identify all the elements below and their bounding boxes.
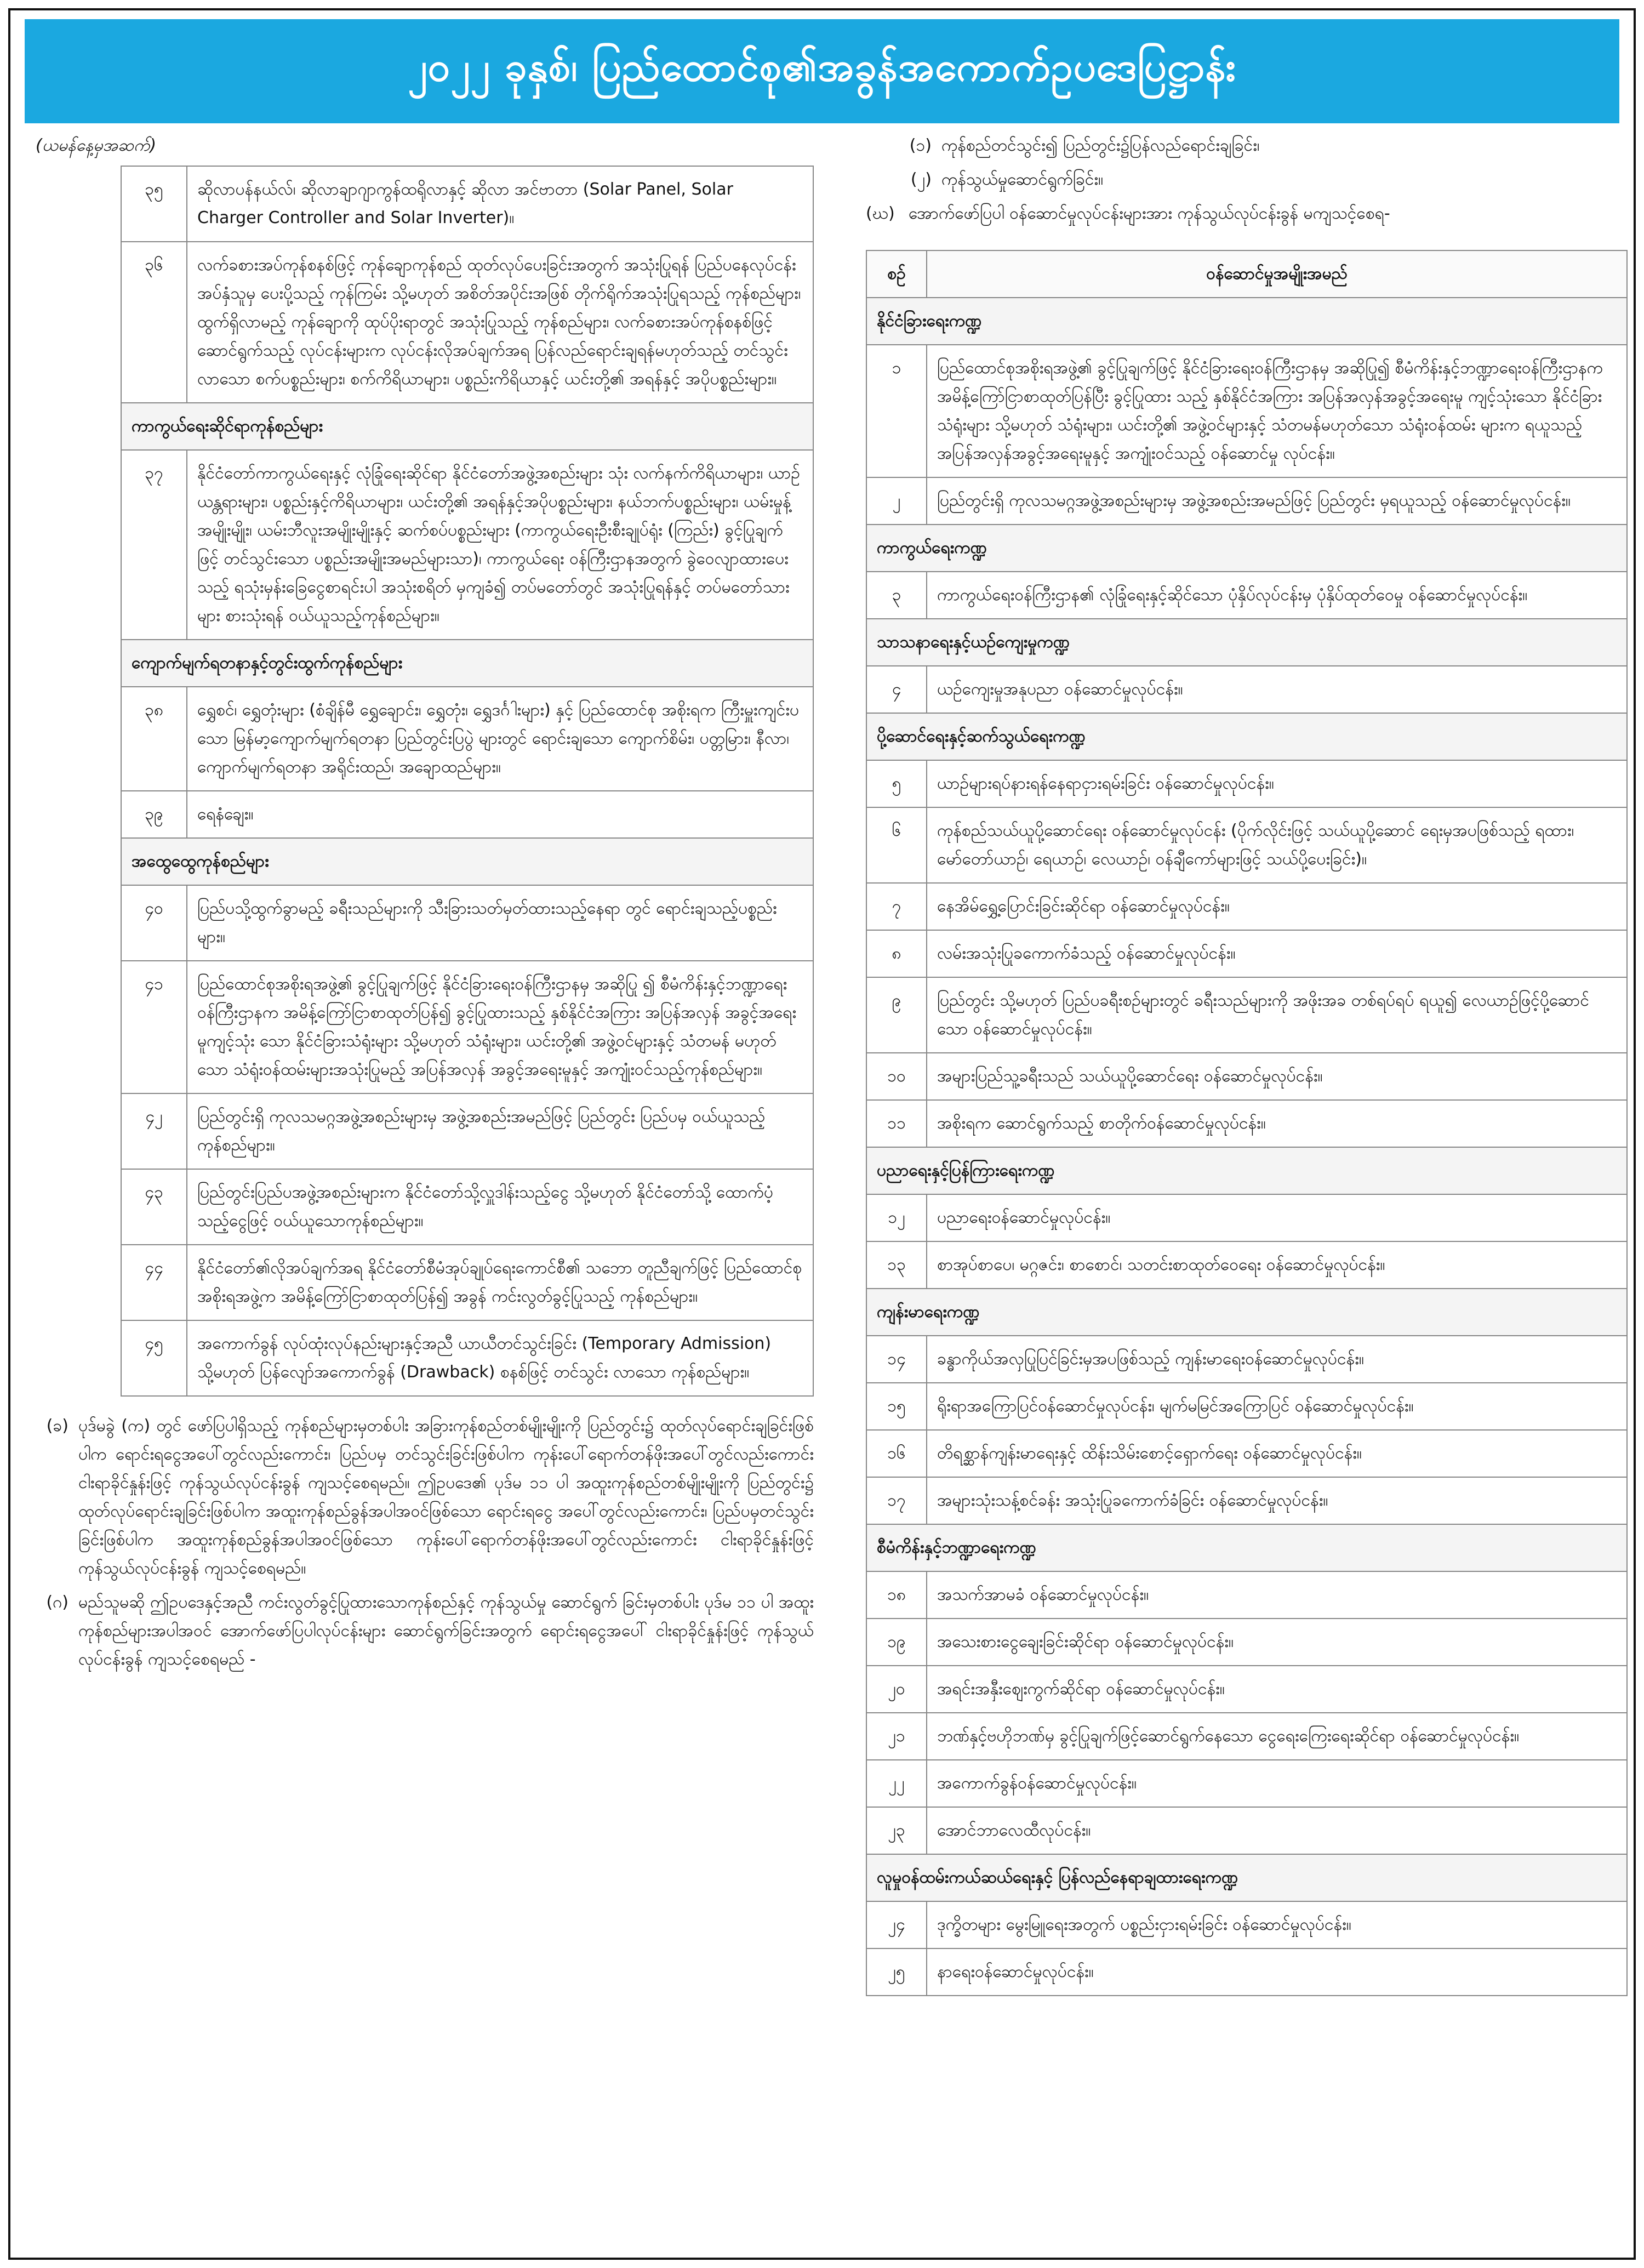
table-row [121,166,813,242]
note-label: (၂) [910,170,932,189]
item-number: ၄၀ [121,885,187,961]
item-number: ၂၀ [866,1666,927,1713]
item-number: ၁၅ [866,1383,927,1430]
item-text: နေအိမ်ရွှေ့ပြောင်းခြင်းဆိုင်ရာ ဝန်ဆောင်မှုလုပ်ငန်း။ [927,883,1627,930]
item-number: ၃၅ [121,166,187,242]
item-number: ၂၃ [866,1807,927,1854]
table-row [121,242,813,403]
item-text: ကာကွယ်ရေးဝန်ကြီးဌာန၏ လုံခြုံရေးနှင့်ဆိုင်သော ပုံနှိပ်လုပ်ငန်းမှ ပုံနှိပ်ထုတ်ဝေမှု ဝန်ဆောင်မှုလုပ်ငန်း။ [927,572,1627,619]
table-row [866,1807,1627,1854]
item-number: ၄၅ [121,1320,187,1396]
item-number: ၁၉ [866,1619,927,1666]
category-row [121,838,813,885]
header-name: ဝန်ဆောင်မှုအမျိုးအမည် [927,250,1627,298]
table-row [866,1760,1627,1807]
table-row [121,961,813,1093]
category-label: ကာကွယ်ရေးကဏ္ဍ [866,525,1627,572]
item-text: လမ်းအသုံးပြုခကောက်ခံသည့် ဝန်ဆောင်မှုလုပ်ငန်း။ [927,930,1627,977]
item-number: ၈ [866,930,927,977]
item-number: ၃၉ [121,791,187,838]
item-number: ၃၈ [121,687,187,791]
category-row [866,713,1627,760]
item-text: ခန္ဓာကိုယ်အလှပြုပြင်ခြင်းမှအပဖြစ်သည့် ကျန်းမာရေးဝန်ဆောင်မှုလုပ်ငန်း။ [927,1336,1627,1383]
item-number: ၃၆ [121,242,187,403]
item-text: အများပြည်သူ့ခရီးသည် သယ်ယူပို့ဆောင်ရေး ဝန်ဆောင်မှုလုပ်ငန်း။ [927,1053,1627,1100]
category-label: လူမှုဝန်ထမ်းကယ်ဆယ်ရေးနှင့် ပြန်လည်နေရာချထားရေးကဏ္ဍ [866,1854,1627,1901]
category-label: ပို့ဆောင်ရေးနှင့်ဆက်သွယ်ရေးကဏ္ဍ [866,713,1627,760]
item-number: ၃၇ [121,450,187,640]
table-row [866,1477,1627,1524]
exempt-goods-table [121,166,814,1397]
note-item [866,132,1628,160]
item-text: အစိုးရက ဆောင်ရွက်သည့် စာတိုက်ဝန်ဆောင်မှုလုပ်ငန်း။ [927,1100,1627,1147]
continued-note: (ယမန်နေ့မှအဆက်) [36,136,157,155]
item-number: ၄၄ [121,1245,187,1320]
table-row [866,1100,1627,1147]
category-row [121,403,813,450]
item-text: လက်ခစားအပ်ကုန်စနစ်ဖြင့် ကုန်ချောကုန်စည် ထုတ်လုပ်ပေးခြင်းအတွက် အသုံးပြုရန် ပြည်ပနေလုပ်ငန်းအပ်နှံသူမှ ပေးပို့သည့် ကုန်ကြမ်း သို့မဟုတ် အစိတ်အပိုင်းအဖြစ် တိုက်ရိုက်အသုံးပြုရသည့် ကုန်စည်များ၊ ထွက်ရှိလာမည့် ကုန်ချောကို ထုပ်ပိုးရာတွင် အသုံးပြုသည့် ကုန်စည်များ၊ လက်ခစားအပ်ကုန်စနစ်ဖြင့် ဆောင်ရွက်သည့် လုပ်ငန်းများက လုပ်ငန်းလိုအပ်ချက်အရ ပြန်လည်ရောင်းချရန်မဟုတ်သည့် တင်သွင်းလာသော စက်ပစ္စည်းများ၊ စက်ကိရိယာများ၊ ပစ္စည်းကိရိယာနှင့် ယင်းတို့၏ အရန်နှင့် အပိုပစ္စည်းများ။ [187,242,813,403]
note-label: (၁) [909,136,932,155]
item-text: ပြည်တွင်းပြည်ပအဖွဲ့အစည်းများက နိုင်ငံတော်သို့လှူဒါန်းသည့်ငွေ သို့မဟုတ် နိုင်ငံတော်သို့ ထောက်ပံ့သည့်ငွေဖြင့် ဝယ်ယူသောကုန်စည်များ။ [187,1169,813,1245]
item-text: ပြည်တွင်း သို့မဟုတ် ပြည်ပခရီးစဉ်များတွင် ခရီးသည်များကို အဖိုးအခ တစ်ရပ်ရပ် ရယူ၍ လေယာဉ်ဖြင့်ပို့ဆောင်သော ဝန်ဆောင်မှုလုပ်ငန်း။ [927,977,1627,1053]
item-number: ၂ [866,477,927,525]
table-row [866,477,1627,525]
item-text: ကုန်စည်သယ်ယူပို့ဆောင်ရေး ဝန်ဆောင်မှုလုပ်ငန်း (ပိုက်လိုင်းဖြင့် သယ်ယူပို့ဆောင် ရေးမှအပဖြစ်သည့် ရထား၊ မော်တော်ယာဉ်၊ ရေယာဉ်၊ လေယာဉ်၊ ဝန်ချီကော်များဖြင့် သယ်ပို့ပေးခြင်း)။ [927,807,1627,883]
item-number: ၂၁ [866,1713,927,1760]
category-row [866,1289,1627,1336]
note-item [866,166,1628,194]
table-row [866,1713,1627,1760]
item-text: ပြည်ထောင်စုအစိုးရအဖွဲ့၏ ခွင့်ပြုချက်ဖြင့် နိုင်ငံခြားရေးဝန်ကြီးဌာနမှ အဆိုပြု၍ စီမံကိန်းနှင့်ဘဏ္ဍာရေးဝန်ကြီးဌာနက အမိန့်ကြော်ငြာစာထုတ်ပြန်ပြီး ခွင့်ပြုထား သည့် နှစ်နိုင်ငံအကြား အပြန်အလှန်အခွင့်အရေးမူ ကျင့်သုံးသော နိုင်ငံခြားသံရုံးများ သို့မဟုတ် သံရုံးများ၊ ယင်းတို့၏ အဖွဲ့ဝင်များနှင့် သံတမန်မဟုတ်သော သံရုံးဝန်ထမ်း များက ရယူသည့် အပြန်အလှန်အခွင့်အရေးမူနှင့် အကျုံးဝင်သည့် ဝန်ဆောင်မှု လုပ်ငန်း။ [927,345,1627,477]
item-number: ၃ [866,572,927,619]
item-text: အကောက်ခွန် လုပ်ထုံးလုပ်နည်းများနှင့်အညီ ယာယီတင်သွင်းခြင်း (Temporary Admission) သို့မဟုတ် ပြန်လျော်အကောက်ခွန် (Drawback) စနစ်ဖြင့် တင်သွင်း လာသော ကုန်စည်များ။ [187,1320,813,1396]
category-row [866,1524,1627,1571]
table-row [121,1093,813,1169]
table-row [121,885,813,961]
table-row [121,1320,813,1396]
table-row [866,572,1627,619]
item-number: ၇ [866,883,927,930]
note-label: (ခ) [46,1416,68,1435]
table-row [121,791,813,838]
item-text: ယာဉ်များရပ်နားရန်နေရာငှားရမ်းခြင်း ဝန်ဆောင်မှုလုပ်ငန်း။ [927,760,1627,807]
category-label: နိုင်ငံခြားရေးကဏ္ဍ [866,298,1627,345]
category-label: သာသနာရေးနှင့်ယဉ်ကျေးမှုကဏ္ဍ [866,619,1627,666]
note-item [30,1588,814,1674]
item-text: တိရစ္ဆာန်ကျန်းမာရေးနှင့် ထိန်းသိမ်းစောင့်ရှောက်ရေး ဝန်ဆောင်မှုလုပ်ငန်း။ [927,1430,1627,1477]
item-number: ၄ [866,666,927,713]
item-number: ၅ [866,760,927,807]
category-row [866,525,1627,572]
table-row [121,450,813,640]
item-text: ပြည်တွင်းရှိ ကုလသမဂ္ဂအဖွဲ့အစည်းများမှ အဖွဲ့အစည်းအမည်ဖြင့် ပြည်တွင်း မှရယူသည့် ဝန်ဆောင်မှုလုပ်ငန်း။ [927,477,1627,525]
item-number: ၂၄ [866,1901,927,1948]
item-text: အသေးစားငွေချေးခြင်းဆိုင်ရာ ဝန်ဆောင်မှုလုပ်ငန်း။ [927,1619,1627,1666]
note-gha [866,200,1628,228]
table-row [866,977,1627,1053]
item-number: ၄၁ [121,961,187,1093]
item-text: ရွှေစင်၊ ရွှေတုံးများ (စံချိန်မီ ရွှေချောင်း၊ ရွှေတုံး၊ ရွှေဒင်္ဂါးများ) နှင့် ပြည်ထောင်စု အစိုးရက ကြီးမှူးကျင်းပသော မြန်မာ့ကျောက်မျက်ရတနာ ပြည်တွင်းပြပွဲ များတွင် ရောင်းချသော ကျောက်စိမ်း၊ ပတ္တမြား၊ နီလာ၊ ကျောက်မျက်ရတနာ အရိုင်းထည်၊ အချောထည်များ။ [187,687,813,791]
table-row [866,1194,1627,1241]
table-row [866,760,1627,807]
item-text: အများသုံးသန့်စင်ခန်း အသုံးပြုခကောက်ခံခြင်း ဝန်ဆောင်မှုလုပ်ငန်း။ [927,1477,1627,1524]
category-label: ကာကွယ်ရေးဆိုင်ရာကုန်စည်များ [121,403,813,450]
table-row [866,345,1627,477]
item-number: ၁၄ [866,1336,927,1383]
table-row [866,1336,1627,1383]
category-row [866,619,1627,666]
item-number: ၉ [866,977,927,1053]
note-label: (ဃ) [866,204,895,223]
category-label: အထွေထွေကုန်စည်များ [121,838,813,885]
note-text: ကုန်စည်တင်သွင်း၍ ပြည်တွင်း၌ပြန်လည်ရောင်းချခြင်း၊ [941,136,1260,155]
right-column [866,132,1628,1996]
item-text: ပညာရေးဝန်ဆောင်မှုလုပ်ငန်း။ [927,1194,1627,1241]
left-column [30,132,814,1679]
table-row [866,807,1627,883]
item-text: ပြည်တွင်းရှိ ကုလသမဂ္ဂအဖွဲ့အစည်းများမှ အဖွဲ့အစည်းအမည်ဖြင့် ပြည်တွင်း ပြည်ပမှ ဝယ်ယူသည့် ကုန်စည်များ။ [187,1093,813,1169]
item-number: ၁၆ [866,1430,927,1477]
note-text: မည်သူမဆို ဤဥပဒေနှင့်အညီ ကင်းလွတ်ခွင့်ပြုထားသောကုန်စည်နှင့် ကုန်သွယ်မှု ဆောင်ရွက် ခြင်းမှတစ်ပါး ပုဒ်မ ၁၁ ပါ အထူးကုန်စည်များအပါအဝင် အောက်ဖော်ပြပါလုပ်ငန်းများ ဆောင်ရွက်ခြင်းအတွက် ရောင်းရငွေအပေါ် ငါးရာခိုင်နှုန်းဖြင့် ကုန်သွယ်လုပ်ငန်းခွန် ကျသင့်စေရမည် - [78,1593,814,1669]
category-label: ကျန်းမာရေးကဏ္ဍ [866,1289,1627,1336]
left-notes [30,1412,814,1674]
table-row [866,1383,1627,1430]
item-number: ၄၃ [121,1169,187,1245]
item-text: နာရေးဝန်ဆောင်မှုလုပ်ငန်း။ [927,1948,1627,1996]
item-text: နိုင်ငံတော်၏လိုအပ်ချက်အရ နိုင်ငံတော်စီမံအုပ်ချုပ်ရေးကောင်စီ၏ သဘော တူညီချက်ဖြင့် ပြည်ထောင်စုအစိုးရအဖွဲ့က အမိန့်ကြော်ငြာစာထုတ်ပြန်၍ အခွန် ကင်းလွတ်ခွင့်ပြုသည့် ကုန်စည်များ။ [187,1245,813,1320]
table-row [866,1053,1627,1100]
table-row [121,1169,813,1245]
table-row [866,1571,1627,1619]
item-number: ၁၃ [866,1241,927,1289]
item-text: အောင်ဘာလေထီလုပ်ငန်း။ [927,1807,1627,1854]
note-text: အောက်ဖော်ပြပါ ဝန်ဆောင်မှုလုပ်ငန်းများအား ကုန်သွယ်လုပ်ငန်းခွန် မကျသင့်စေရ- [909,204,1390,223]
table-row [866,883,1627,930]
table-row [866,1430,1627,1477]
note-label: (ဂ) [46,1593,68,1612]
category-label: စီမံကိန်းနှင့်ဘဏ္ဍာရေးကဏ္ဍ [866,1524,1627,1571]
header-num: စဉ် [866,250,927,298]
table-row [866,1901,1627,1948]
note-text: ကုန်သွယ်မှုဆောင်ရွက်ခြင်း။ [941,170,1104,189]
table-row [866,666,1627,713]
title-banner [25,19,1619,123]
table-row [866,1666,1627,1713]
category-label: ပညာရေးနှင့်ပြန်ကြားရေးကဏ္ဍ [866,1147,1627,1194]
table-header-row [866,250,1627,298]
category-row [866,1854,1627,1901]
table-row [121,1245,813,1320]
category-row [866,298,1627,345]
item-number: ၁၀ [866,1053,927,1100]
item-text: ရေနံချေး။ [187,791,813,838]
page-title: ၂၀၂၂ ခုနှစ်၊ ပြည်ထောင်စု၏အခွန်အကောက်ဥပဒေပြဋ္ဌာန်း [408,44,1236,90]
category-row [121,640,813,687]
note-item [30,1412,814,1583]
item-number: ၂၂ [866,1760,927,1807]
item-text: စာအုပ်စာပေ၊ မဂ္ဂဇင်း၊ စာစောင်၊ သတင်းစာထုတ်ဝေရေး ဝန်ဆောင်မှုလုပ်ငန်း။ [927,1241,1627,1289]
table-row [866,1241,1627,1289]
note-text: ပုဒ်မခွဲ (က) တွင် ဖော်ပြပါရှိသည့် ကုန်စည်များမှတစ်ပါး အခြားကုန်စည်တစ်မျိုးမျိုးကို ပြည်တွင်း၌ ထုတ်လုပ်ရောင်းချခြင်းဖြစ်ပါက ရောင်းရငွေအပေါ်တွင်လည်းကောင်း၊ ပြည်ပမှ တင်သွင်းခြင်းဖြစ်ပါက ကုန်းပေါ်ရောက်တန်ဖိုးအပေါ်တွင်လည်းကောင်း ငါးရာခိုင်နှုန်းဖြင့် ကုန်သွယ်လုပ်ငန်းခွန် ကျသင့်စေရမည်။ ဤဥပဒေ၏ ပုဒ်မ ၁၁ ပါ အထူးကုန်စည်တစ်မျိုးမျိုးကို ပြည်တွင်း၌ ထုတ်လုပ်ရောင်းချခြင်းဖြစ်ပါက အထူးကုန်စည်ခွန်အပါအဝင်ဖြစ်သော ရောင်းရငွေ အပေါ်တွင်လည်းကောင်း၊ ပြည်ပမှတင်သွင်းခြင်းဖြစ်ပါက အထူးကုန်စည်ခွန်အပါအဝင်ဖြစ်သော ကုန်းပေါ်ရောက်တန်ဖိုးအပေါ်တွင်လည်းကောင်း ငါးရာခိုင်နှုန်းဖြင့် ကုန်သွယ်လုပ်ငန်းခွန် ကျသင့်စေရမည်။ [78,1416,814,1578]
item-number: ၂၅ [866,1948,927,1996]
category-row [866,1147,1627,1194]
item-text: အရင်းအနှီးဈေးကွက်ဆိုင်ရာ ဝန်ဆောင်မှုလုပ်ငန်း။ [927,1666,1627,1713]
item-text: နိုင်ငံတော်ကာကွယ်ရေးနှင့် လုံခြုံရေးဆိုင်ရာ နိုင်ငံတော်အဖွဲ့အစည်းများ သုံး လက်နက်ကိရိယာများ၊ ယာဉ်ယန္တရားများ၊ ပစ္စည်းနှင့်ကိရိယာများ၊ ယင်းတို့၏ အရန်နှင့်အပိုပစ္စည်းများ၊ နယ်ဘက်ပစ္စည်းများ၊ ယမ်းမှုန့်အမျိုးမျိုး၊ ယမ်းဘီလူးအမျိုးမျိုးနှင့် ဆက်စပ်ပစ္စည်းများ (ကာကွယ်ရေးဦးစီးချုပ်ရုံး (ကြည်း) ခွင့်ပြုချက်ဖြင့် တင်သွင်းသော ပစ္စည်းအမျိုးအမည်များသာ)၊ ကာကွယ်ရေး ဝန်ကြီးဌာနအတွက် ခွဲဝေလျာထားပေးသည့် ရသုံးမှန်းခြေငွေစာရင်းပါ အသုံးစရိတ် မှကျခံ၍ တပ်မတော်တွင် အသုံးပြုရန်နှင့် တပ်မတော်သားများ စားသုံးရန် ဝယ်ယူသည့်ကုန်စည်များ။ [187,450,813,640]
item-text: ဘဏ်နှင့်ဗဟိုဘဏ်မှ ခွင့်ပြုချက်ဖြင့်ဆောင်ရွက်နေသော ငွေရေးကြေးရေးဆိုင်ရာ ဝန်ဆောင်မှုလုပ်ငန်း။ [927,1713,1627,1760]
item-text: ရိုးရာအကြောပြင်ဝန်ဆောင်မှုလုပ်ငန်း၊ မျက်မမြင်အကြောပြင် ဝန်ဆောင်မှုလုပ်ငန်း။ [927,1383,1627,1430]
item-text: အကောက်ခွန်ဝန်ဆောင်မှုလုပ်ငန်း။ [927,1760,1627,1807]
right-list [866,132,1628,194]
table-row [866,930,1627,977]
item-number: ၁ [866,345,927,477]
item-text: ယဉ်ကျေးမှုအနုပညာ ဝန်ဆောင်မှုလုပ်ငန်း။ [927,666,1627,713]
item-number: ၁၂ [866,1194,927,1241]
item-text: ပြည်ပသို့ထွက်ခွာမည့် ခရီးသည်များကို သီးခြားသတ်မှတ်ထားသည့်နေရာ တွင် ရောင်းချသည့်ပစ္စည်းများ။ [187,885,813,961]
category-label: ကျောက်မျက်ရတနာနှင့်တွင်းထွက်ကုန်စည်များ [121,640,813,687]
item-text: ဆိုလာပန်နယ်လ်၊ ဆိုလာချာဂျာကွန်ထရိုလာနှင့် ဆိုလာ အင်ဗာတာ (Solar Panel, Solar Charger Controller and Solar Inverter)။ [187,166,813,242]
item-text: ဒုက္ခိတများ မွေးမြူရေးအတွက် ပစ္စည်းငှားရမ်းခြင်း ဝန်ဆောင်မှုလုပ်ငန်း။ [927,1901,1627,1948]
item-number: ၁၈ [866,1571,927,1619]
item-number: ၁၁ [866,1100,927,1147]
table-row [866,1619,1627,1666]
table-row [866,1948,1627,1996]
exempt-services-table [866,250,1628,1996]
item-text: အသက်အာမခံ ဝန်ဆောင်မှုလုပ်ငန်း။ [927,1571,1627,1619]
item-text: ပြည်ထောင်စုအစိုးရအဖွဲ့၏ ခွင့်ပြုချက်ဖြင့် နိုင်ငံခြားရေးဝန်ကြီးဌာနမှ အဆိုပြု ၍ စီမံကိန်းနှင့်ဘဏ္ဍာရေးဝန်ကြီးဌာနက အမိန့်ကြော်ငြာစာထုတ်ပြန်၍ ခွင့်ပြုထားသည့် နှစ်နိုင်ငံအကြား အပြန်အလှန် အခွင့်အရေးမူကျင့်သုံး သော နိုင်ငံခြားသံရုံးများ သို့မဟုတ် သံရုံးများ၊ ယင်းတို့၏ အဖွဲ့ဝင်များနှင့် သံတမန် မဟုတ်သော သံရုံးဝန်ထမ်းများအသုံးပြုမည့် အပြန်အလှန် အခွင့်အရေးမူနှင့် အကျုံးဝင်သည့်ကုန်စည်များ။ [187,961,813,1093]
table-row [121,687,813,791]
item-number: ၆ [866,807,927,883]
item-number: ၁၇ [866,1477,927,1524]
item-number: ၄၂ [121,1093,187,1169]
